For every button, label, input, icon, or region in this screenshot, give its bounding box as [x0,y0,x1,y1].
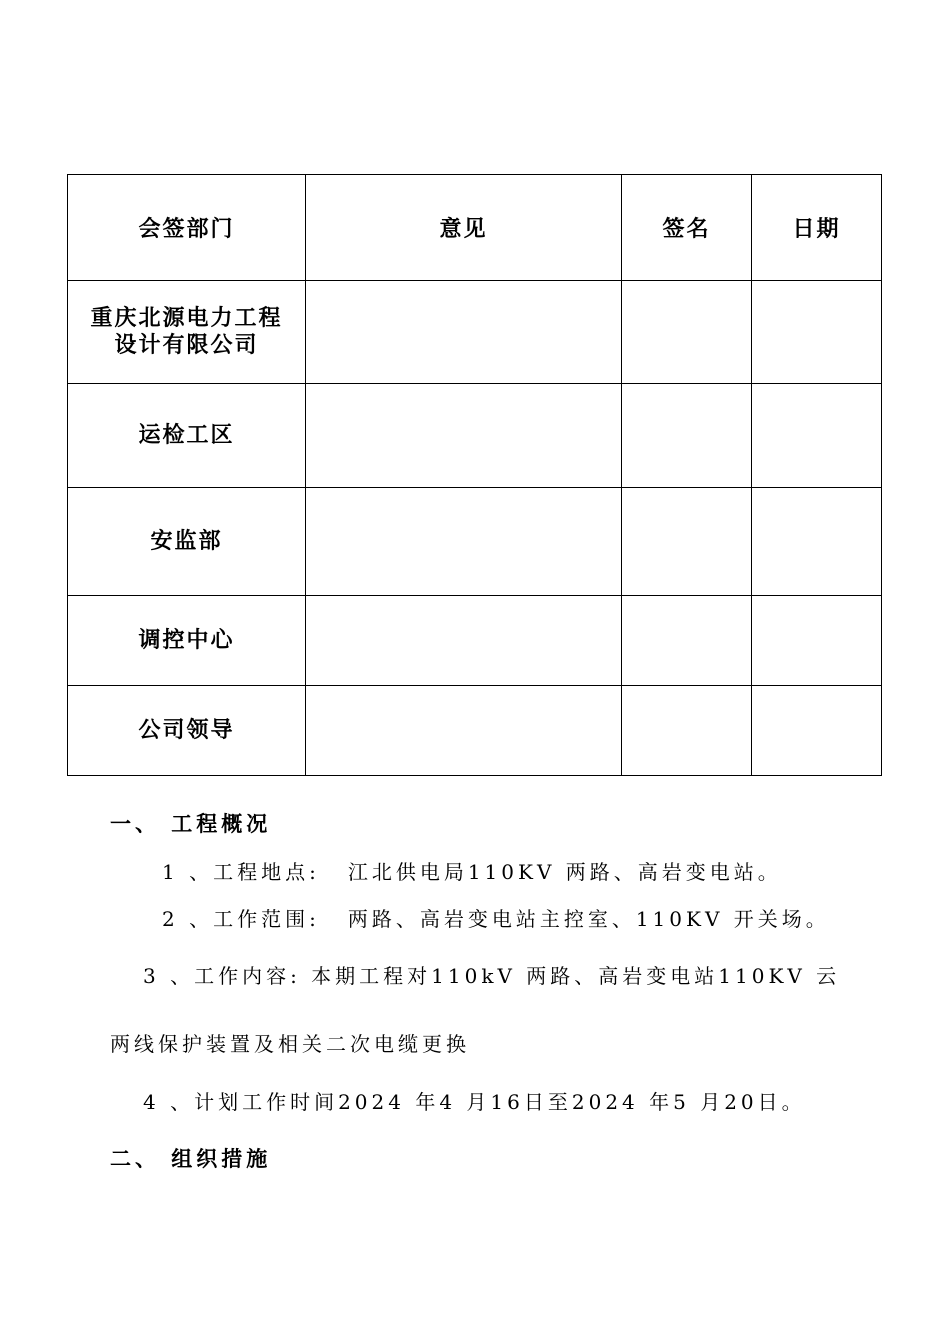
header-signature: 签名 [622,175,752,281]
signature-cell[interactable] [622,281,752,384]
item2 [162,903,830,932]
signature-cell[interactable] [622,488,752,596]
item4: 4 、计划工作时间2024 年4 月16日至2024 年5 月20日。 [143,1090,806,1114]
table-row [68,384,882,488]
dept-name: 公司领导 [138,718,235,743]
dept-cell [68,384,306,488]
countersign-table [67,174,882,776]
dept-name: 运检工区 [138,423,235,448]
date-cell[interactable] [752,488,882,596]
signature-cell[interactable] [622,596,752,686]
section1-heading: 一、 工程概况 [110,812,272,836]
table-header-row [68,175,882,281]
table-row [68,281,882,384]
header-date: 日期 [752,175,882,281]
item2-value: 两路、高岩变电站主控室、110KV 开关场。 [347,907,830,931]
opinion-cell[interactable] [306,281,622,384]
item3-line1: 3 、工作内容: 本期工程对110kV 两路、高岩变电站110KV 云 [143,964,841,988]
signature-cell[interactable] [622,686,752,776]
header-dept: 会签部门 [68,175,306,281]
item3-line2: 两线保护装置及相关二次电缆更换 [110,1032,470,1056]
table-row [68,488,882,596]
item1-label: 1 、工程地点: [162,860,320,884]
dept-name-line2: 设计有限公司 [114,333,259,358]
section2-heading: 二、 组织措施 [110,1147,272,1171]
dept-cell [68,488,306,596]
opinion-cell[interactable] [306,686,622,776]
item1-value: 江北供电局110KV 两路、高岩变电站。 [347,860,782,884]
header-opinion: 意见 [306,175,622,281]
table-row [68,686,882,776]
item2-label-text: 2 、工作范围: [162,907,320,931]
dept-name: 调控中心 [138,628,235,653]
item1 [162,856,782,885]
date-cell[interactable] [752,596,882,686]
table-row [68,596,882,686]
opinion-cell[interactable] [306,384,622,488]
date-cell[interactable] [752,281,882,384]
date-cell[interactable] [752,686,882,776]
dept-cell [68,281,306,384]
date-cell[interactable] [752,384,882,488]
opinion-cell[interactable] [306,596,622,686]
dept-name-line1: 重庆北源电力工程 [90,306,283,331]
dept-cell [68,686,306,776]
opinion-cell[interactable] [306,488,622,596]
signature-cell[interactable] [622,384,752,488]
dept-cell [68,596,306,686]
dept-name: 安监部 [150,529,223,554]
